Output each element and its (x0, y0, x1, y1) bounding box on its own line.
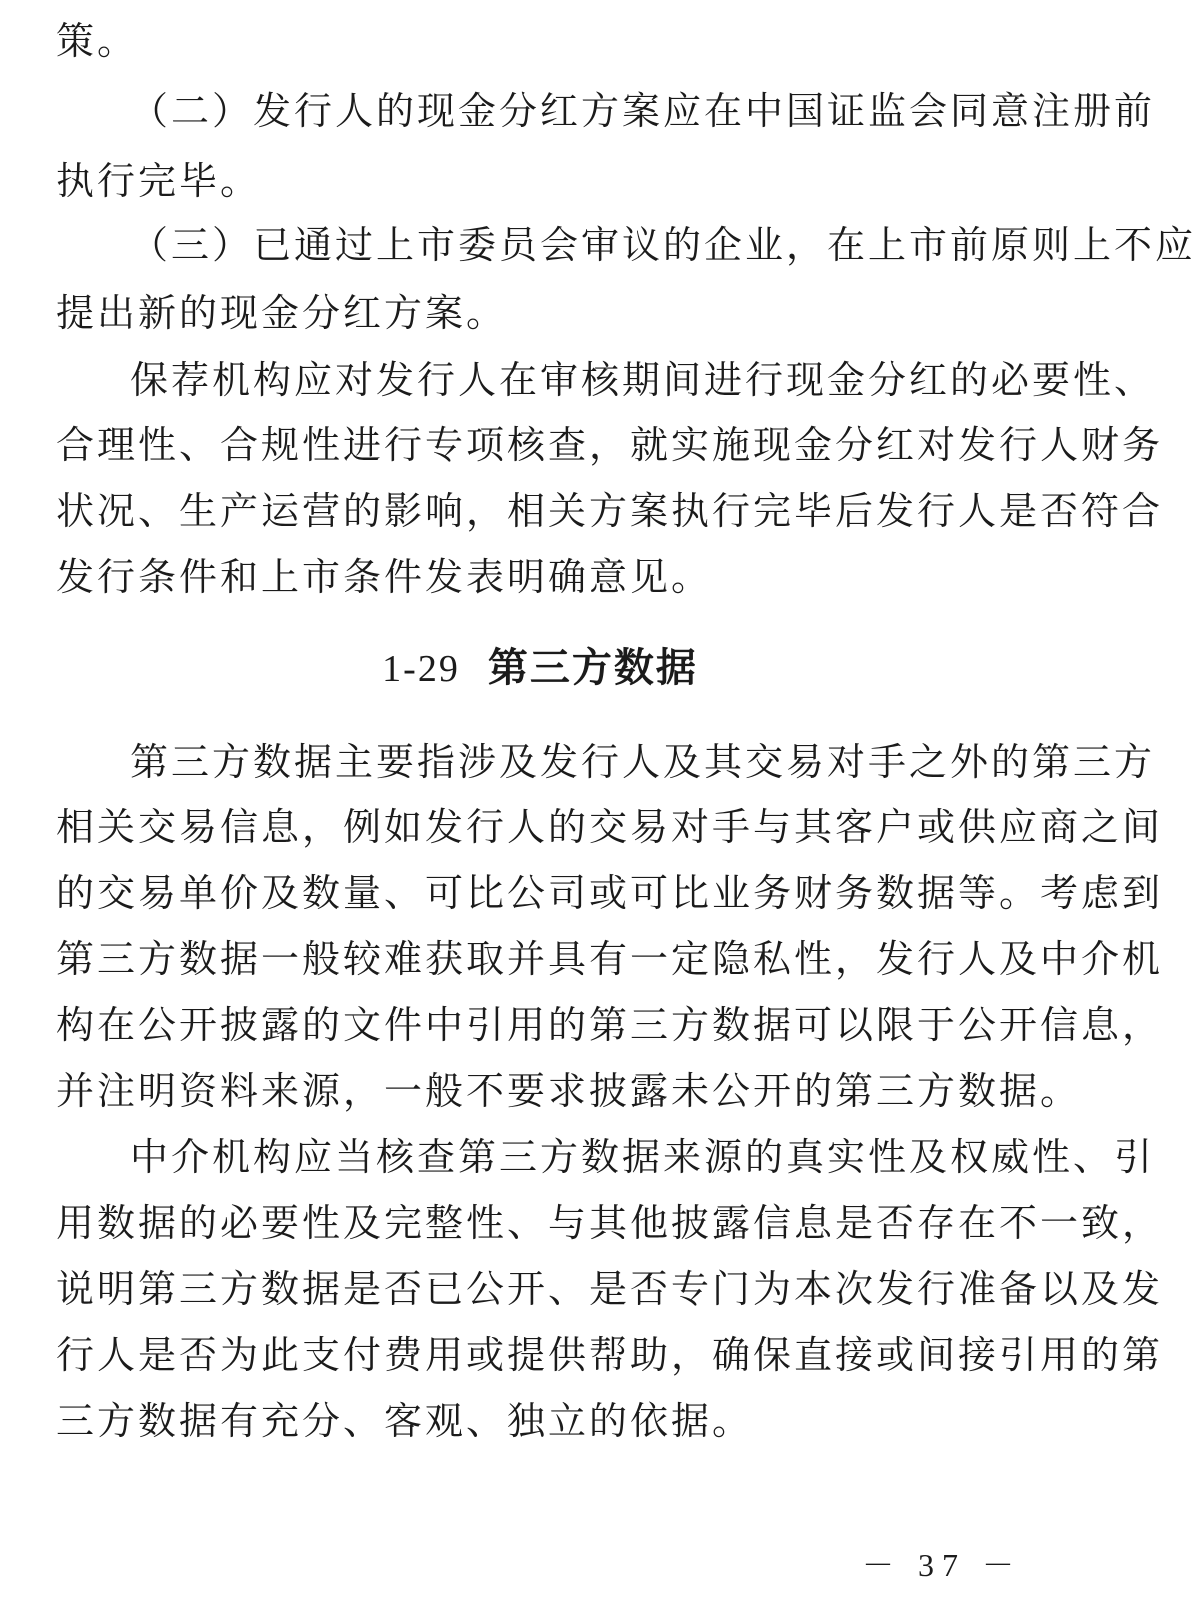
sponsor-paragraph-line-2: 合理性、合规性进行专项核查，就实施现金分红对发行人财务 (56, 423, 1164, 467)
sponsor-paragraph-line-1: 保荐机构应对发行人在审核期间进行现金分红的必要性、 (130, 358, 1156, 402)
item-3-line-2: 提出新的现金分红方案。 (56, 291, 508, 335)
item-3-line-1: （三）已通过上市委员会审议的企业，在上市前原则上不应 (130, 223, 1196, 267)
section-paragraph-2-line-2: 用数据的必要性及完整性、与其他披露信息是否存在不一致， (56, 1201, 1164, 1245)
section-paragraph-2-line-1: 中介机构应当核查第三方数据来源的真实性及权威性、引 (130, 1135, 1156, 1179)
section-paragraph-1-line-3: 的交易单价及数量、可比公司或可比业务财务数据等。考虑到 (56, 871, 1164, 915)
section-paragraph-1-line-5: 构在公开披露的文件中引用的第三方数据可以限于公开信息， (56, 1003, 1164, 1047)
section-paragraph-2-line-5: 三方数据有充分、客观、独立的依据。 (56, 1399, 754, 1443)
sponsor-paragraph-line-3: 状况、生产运营的影响，相关方案执行完毕后发行人是否符合 (56, 489, 1164, 533)
section-paragraph-1-line-4: 第三方数据一般较难获取并具有一定隐私性，发行人及中介机 (56, 937, 1164, 981)
page-number: － 37 － (861, 1547, 1022, 1583)
section-paragraph-1-line-2: 相关交易信息，例如发行人的交易对手与其客户或供应商之间 (56, 805, 1164, 849)
section-paragraph-1-line-6: 并注明资料来源，一般不要求披露未公开的第三方数据。 (56, 1069, 1082, 1113)
section-paragraph-2-line-3: 说明第三方数据是否已公开、是否专门为本次发行准备以及发 (56, 1267, 1164, 1311)
section-paragraph-2-line-4: 行人是否为此支付费用或提供帮助，确保直接或间接引用的第 (56, 1333, 1164, 1377)
item-2-line-1: （二）发行人的现金分红方案应在中国证监会同意注册前 (130, 89, 1156, 133)
paragraph-continuation-line: 策。 (56, 19, 139, 63)
section-heading (0, 633, 1080, 703)
section-title: 第三方数据 (487, 645, 698, 691)
sponsor-paragraph-line-4: 发行条件和上市条件发表明确意见。 (56, 555, 713, 599)
section-number: 1-29 (382, 648, 460, 690)
item-2-line-2: 执行完毕。 (56, 159, 262, 203)
section-paragraph-1-line-1: 第三方数据主要指涉及发行人及其交易对手之外的第三方 (130, 740, 1156, 784)
